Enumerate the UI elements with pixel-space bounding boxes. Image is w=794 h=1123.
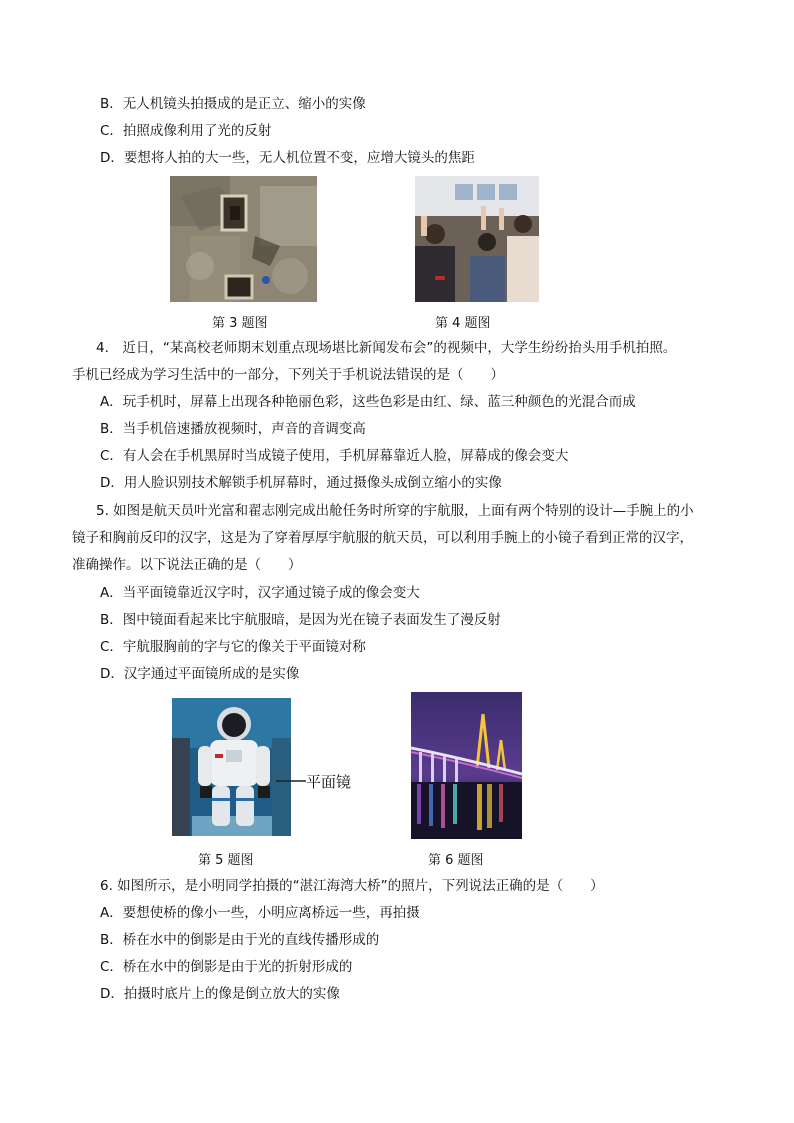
figure-5-caption: 第 5 题图	[198, 853, 254, 868]
figure-3-caption: 第 3 题图	[212, 316, 268, 331]
q6-option-c: C．桥在水中的倒影是由于光的折射形成的	[100, 959, 353, 975]
q6-option-d: D．拍摄时底片上的像是倒立放大的实像	[100, 986, 340, 1002]
figure-4-classroom-photo	[415, 176, 539, 302]
q3-option-b: B．无人机镜头拍摄成的是正立、缩小的实像	[100, 96, 366, 112]
figure-6-caption: 第 6 题图	[428, 853, 484, 868]
q5-option-d: D．汉字通过平面镜所成的是实像	[100, 666, 300, 682]
q3-option-d: D．要想将人拍的大一些，无人机位置不变，应增大镜头的焦距	[100, 150, 475, 166]
q3-option-c: C．拍照成像利用了光的反射	[100, 123, 272, 139]
q5-stem-line-2: 镜子和胸前反印的汉字，这是为了穿着厚厚宇航服的航天员，可以利用手腕上的小镜子看到正常的汉字，	[72, 530, 693, 546]
mirror-label: 平面镜	[306, 773, 352, 791]
q4-stem-line-1: 4. 近日，“某高校老师期末划重点现场堪比新闻发布会”的视频中，大学生纷纷抬头用手机拍照。	[96, 340, 677, 356]
mirror-pointer-line	[276, 778, 306, 784]
q4-option-c: C．有人会在手机黑屏时当成镜子使用，手机屏幕靠近人脸，屏幕成的像会变大	[100, 448, 569, 464]
q5-option-b: B．图中镜面看起来比宇航服暗，是因为光在镜子表面发生了漫反射	[100, 612, 501, 628]
q5-stem-line-1: 5. 如图是航天员叶光富和翟志刚完成出舱任务时所穿的宇航服，上面有两个特别的设计—手腕上的小	[96, 503, 694, 519]
q6-option-b: B．桥在水中的倒影是由于光的直线传播形成的	[100, 932, 380, 948]
q5-option-c: C．宇航服胸前的字与它的像关于平面镜对称	[100, 639, 366, 655]
q6-stem: 6. 如图所示，是小明同学拍摄的“湛江海湾大桥”的照片，下列说法正确的是（ ）	[100, 878, 604, 894]
figure-5-astronaut-photo	[172, 698, 291, 836]
q4-option-d: D．用人脸识别技术解锁手机屏幕时，通过摄像头成倒立缩小的实像	[100, 475, 502, 491]
figure-3-aerial-photo	[170, 176, 317, 302]
q4-option-b: B．当手机倍速播放视频时，声音的音调变高	[100, 421, 366, 437]
q4-stem-line-2: 手机已经成为学习生活中的一部分，下列关于手机说法错误的是（ ）	[72, 367, 504, 383]
q6-option-a: A．要想使桥的像小一些，小明应离桥远一些，再拍摄	[100, 905, 420, 921]
q4-option-a: A．玩手机时，屏幕上出现各种艳丽色彩，这些色彩是由红、绿、蓝三种颜色的光混合而成	[100, 394, 636, 410]
q5-stem-line-3: 准确操作。以下说法正确的是（ ）	[72, 557, 302, 573]
figure-4-caption: 第 4 题图	[435, 316, 491, 331]
q5-option-a: A．当平面镜靠近汉字时，汉字通过镜子成的像会变大	[100, 585, 420, 601]
figure-6-bridge-photo	[411, 692, 522, 839]
